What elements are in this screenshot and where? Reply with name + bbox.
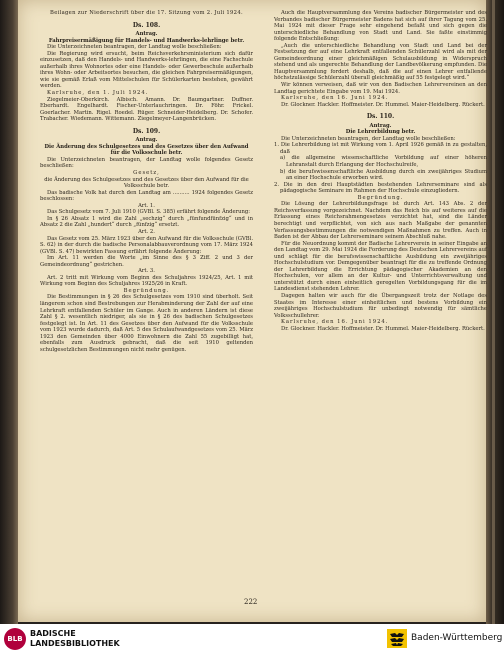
- page-gutter-line: [492, 0, 495, 624]
- right-column: [274, 10, 487, 332]
- article-1-text-a: Das Schulgesetz vom 7. Juli 1910 (GVBl. S. 385) erfährt folgende Änderung:: [47, 209, 251, 216]
- section-108-heading: Ds. 108.: [132, 21, 161, 29]
- section-110-subheading: Antrag.: [369, 122, 392, 129]
- section-110-reasoning-1: Die Lösung der Lehrerbildungsfrage ist durch Art. 143 Abs. 2 der Reichsverfassung vorgezeichnet. Nachdem das Reich bis auf weiteres auf die Erlassung eines Reichsrahmengesetzes verzichtet hat, sind die Länder berechtigt und verpflichtet, von sich aus nach Maßgabe der genannten Verfassungsbestimmungen die notwendigen Maßnahmen zu treffen. Auch in Baden ist der Abbau der Lehrerseminare seinem Abschluß nahe.: [274, 201, 487, 241]
- section-110-reasoning-2: Für die Neuordnung kommt der Badische Lehrerverein in seiner Eingabe an den Landtag vom 29. Mai 1924 die Forderung des Deutschen Lehrervereins auf und schlägt für die berufswissenschaftliche Ausbildung ein zweijähriges Hochschulstudium vor. Demgegenüber beantragt für die zu treffende Ordnung der Lehrerbildung die Errichtung pädagogischer Akademien an den Hochschulen, vor allem an der Kultur- und Unterrichtsverwaltung und unterstützt durch einen einheitlich geregelten Vorbildungsgang für die im Landesdienst stehenden Lehrer.: [274, 240, 487, 293]
- continued-para: Wir können verweisen, daß wir von den Badischen Lehrervereinen an den Landtag gerichtete Eingabe vom 19. Mai 1924.: [274, 82, 487, 95]
- article-1-text-b: In § 26 Absatz 1 wird die Zahl „sechzig“ durch „fünfundfünfzig“ und in Absatz 2 die Zahl „hundert“ durch „fünfzig“ ersetzt.: [40, 215, 253, 229]
- article-3-heading: Art. 3.: [138, 268, 155, 275]
- article-2-text-b: Im Art. 11 werden die Worte „im Sinne des § 3 Ziff. 2 und 3 der Gemeindeordnung“ gestrichen.: [40, 255, 253, 268]
- reasoning-heading: Begründung.: [123, 287, 170, 294]
- section-110-reasoning-3: Dagegen halten wir auch für die Übergangszeit trotz der Notlage des Staates im Interesse einer einheitlichen und bestens Vorbildung ein zweijähriges Hochschulstudium für unbedingt notwendig für sämtliche Volksschullehrer.: [274, 292, 487, 319]
- article-1-heading: Art. 1.: [138, 202, 155, 209]
- section-110-heading: Ds. 110.: [366, 113, 395, 121]
- library-name[interactable]: [30, 629, 120, 649]
- section-109-intro: Die Unterzeichneten beantragen, der Landtag wolle folgendes Gesetz beschließen:: [40, 156, 253, 170]
- section-109-subheading: Antrag.: [135, 137, 158, 144]
- book-edge-left: [0, 0, 18, 624]
- section-110-date: Karlsruhe, den 16. Juni 1924.: [281, 319, 389, 326]
- law-enactment: Das badische Volk hat durch den Landtag am .......... 1924 folgendes Gesetz beschlossen:: [40, 189, 253, 203]
- page-number: 222: [244, 598, 258, 606]
- section-110-item-2: 2. Die in den drei Hauptstädten bestehenden Lehrerseminare sind als pädagogische Seminare im Rahmen der Hochschule einzugliedern.: [274, 181, 487, 195]
- section-110-item-1: 1. Die Lehrerbildung ist mit Wirkung vom 1. April 1926 gemäß in zu gestalten, daß: [274, 142, 487, 155]
- library-name-line-1: BADISCHE: [30, 629, 76, 638]
- date-line: Karlsruhe, den 16. Juni 1924.: [281, 95, 389, 102]
- state-name[interactable]: Baden-Württemberg: [411, 633, 503, 643]
- section-110-item-1a: a) die allgemeine wissenschaftliche Vorbildung auf einer höheren Lehranstalt durch Erlangung der Hochschulreife,: [280, 155, 487, 169]
- section-108-date: Karlsruhe, den 1. Juli 1924.: [47, 90, 149, 97]
- left-column: [40, 10, 253, 353]
- reasoning-text: Die Bestimmungen in § 26 des Schulgesetzes vom 1910 sind überholt. Seit längerem schon sind Bestrebungen zur Herabminderung der Zahl der auf eine Lehrkraft entfallenden Schüler im Gange. Auch in anderen Ländern ist diese Zahl § 2. wesentlich niedriger, als sie in § 26 des badischen Schulgesetzes festgelegt ist. In Art. 11 des Gesetzes über den Aufwand für die Volksschule vom 1923 wurde dadurch, daß Art. 5 des Schulaufwandgesetzes vom 25. März 1923 den Gemeinden über 4000 Einwohnern die Zahl 55 zugebilligt hat, ebenfalls zum Ausdruck gebracht, daß die seit 1910 geltenden schulgesetzlichen Bestimmungen nicht mehr genügen.: [40, 294, 253, 353]
- section-110-title: Die Lehrerbildung betr.: [345, 129, 416, 136]
- law-heading: Gesetz,: [133, 170, 160, 177]
- section-108-body: Die Regierung wird ersucht, beim Reichsverkehrsministerium sich dafür einzusetzen, daß den Handels- und Handwerks-lehrlingen, die eine Fachschule außerhalb ihres Wohnortes oder eine Handels- oder Gewerbeschule außerhalb ihres Wohn- oder Arbeitsortes besuchen, die gleichen Fahrpreisermäßigungen, wie sie gemäß Erlaß vom Mittelschulen für Schülerkarten bestehen, gewährt werden.: [40, 50, 253, 90]
- resolution-quote: „Auch die unterschiedliche Behandlung von Stadt und Land bei der Festsetzung der auf eine Lehrkraft entfallenden Schülerzahl wird als mit der Gemeindeordnung einer gleichmäßigen Schulausbildung in Widerspruch stehend und als ungerechte Behandlung der Landbevölkerung empfunden. Die Hauptversammlung fordert deshalb, daß die auf einen Lehrer entfallende höchstzulässige Schülerzahl überall gleichmäßig auf 55 festgelegt wird.“: [274, 42, 487, 82]
- law-title: die Änderung des Schulgesetzes und des Gesetzes über den Aufwand für die Volksschule betr.: [44, 176, 249, 190]
- continued-intro: Auch die Hauptversammlung des Vereins badischer Bürgermeister und des Verbandes badischer Bürgermeister Badens hat sich auf ihrer Tagung vom 25. Mai 1924 mit dieser Frage sehr eingehend befaßt und sich gegen die unterschiedliche Behandlung von Stadt und Land. Sie faßte einstimmig folgende Entschließung:: [274, 10, 487, 43]
- page-header: Beilagen zur Niederschrift über die 17. Sitzung vom 2. Juli 1924.: [50, 10, 243, 16]
- section-110-signatures: Dr. Glockner. Hackler. Hoffmeister. Dr. Hummel. Maier-Heidelberg. Rückert.: [281, 325, 485, 332]
- book-edge-right: [486, 0, 504, 624]
- section-110-intro: Die Unterzeichneten beantragen, der Landtag wolle beschließen:: [281, 135, 456, 142]
- section-109-heading: Ds. 109.: [132, 127, 161, 135]
- section-108-signatures: Ziegelmeier-Oberkirch. Albisch. Amann. Dr. Baumgartner. Duffner. Eberhardt. Engelhardt. Fischer-Unterlauchringen. Dr. Föhr. Frickel. Goerlacher. Martin. Rigel. Roedel. Rüger. Schneider-Heidelberg. Dr. Schofer. Trabacher. Wiedemann. Wittemann. Ziegelmeyer-Langenbrücken.: [40, 96, 253, 123]
- article-3-text: Art. 2 tritt mit Wirkung vom Beginn des Schuljahres 1924/25, Art. 1 mit Wirkung vom Beginn des Schuljahres 1925/26 in Kraft.: [40, 274, 253, 288]
- section-110-item-1b: b) die berufswissenschaftliche Ausbildung durch ein zweijähriges Studium an einer Hochschule erworben wird.: [280, 168, 487, 182]
- library-logo[interactable]: BLB: [4, 628, 26, 650]
- article-2-text-a: Das Gesetz vom 25. März 1923 über den Aufwand für die Volksschule (GVBl. S. 62) in der durch die badische Personalabbauverordnung vom 17. März 1924 (GVBl. S. 47) bewirkten Fassung erfährt folgende Änderung:: [40, 235, 253, 255]
- section-110-reasoning-heading: Begründung.: [357, 194, 404, 201]
- section-108-title: Fahrpreisermäßigung für Handels- und Handwerks-lehrlinge betr.: [48, 37, 245, 44]
- section-108-intro: Die Unterzeichneten beantragen, der Landtag wolle beschließen:: [47, 44, 222, 51]
- signatures-line: Dr. Glockner. Hackler. Hoffmeister. Dr. Hummel. Maier-Heidelberg. Rückert.: [281, 101, 485, 108]
- library-name-line-2: LANDESBIBLIOTHEK: [30, 639, 120, 648]
- section-108-subheading: Antrag.: [135, 31, 158, 38]
- coat-of-arms-icon: [387, 629, 407, 648]
- section-109-title: Die Änderung des Schulgesetzes und des Gesetzes über den Aufwand für die Volksschule betr.: [44, 143, 249, 157]
- article-2-heading: Art. 2.: [138, 228, 155, 235]
